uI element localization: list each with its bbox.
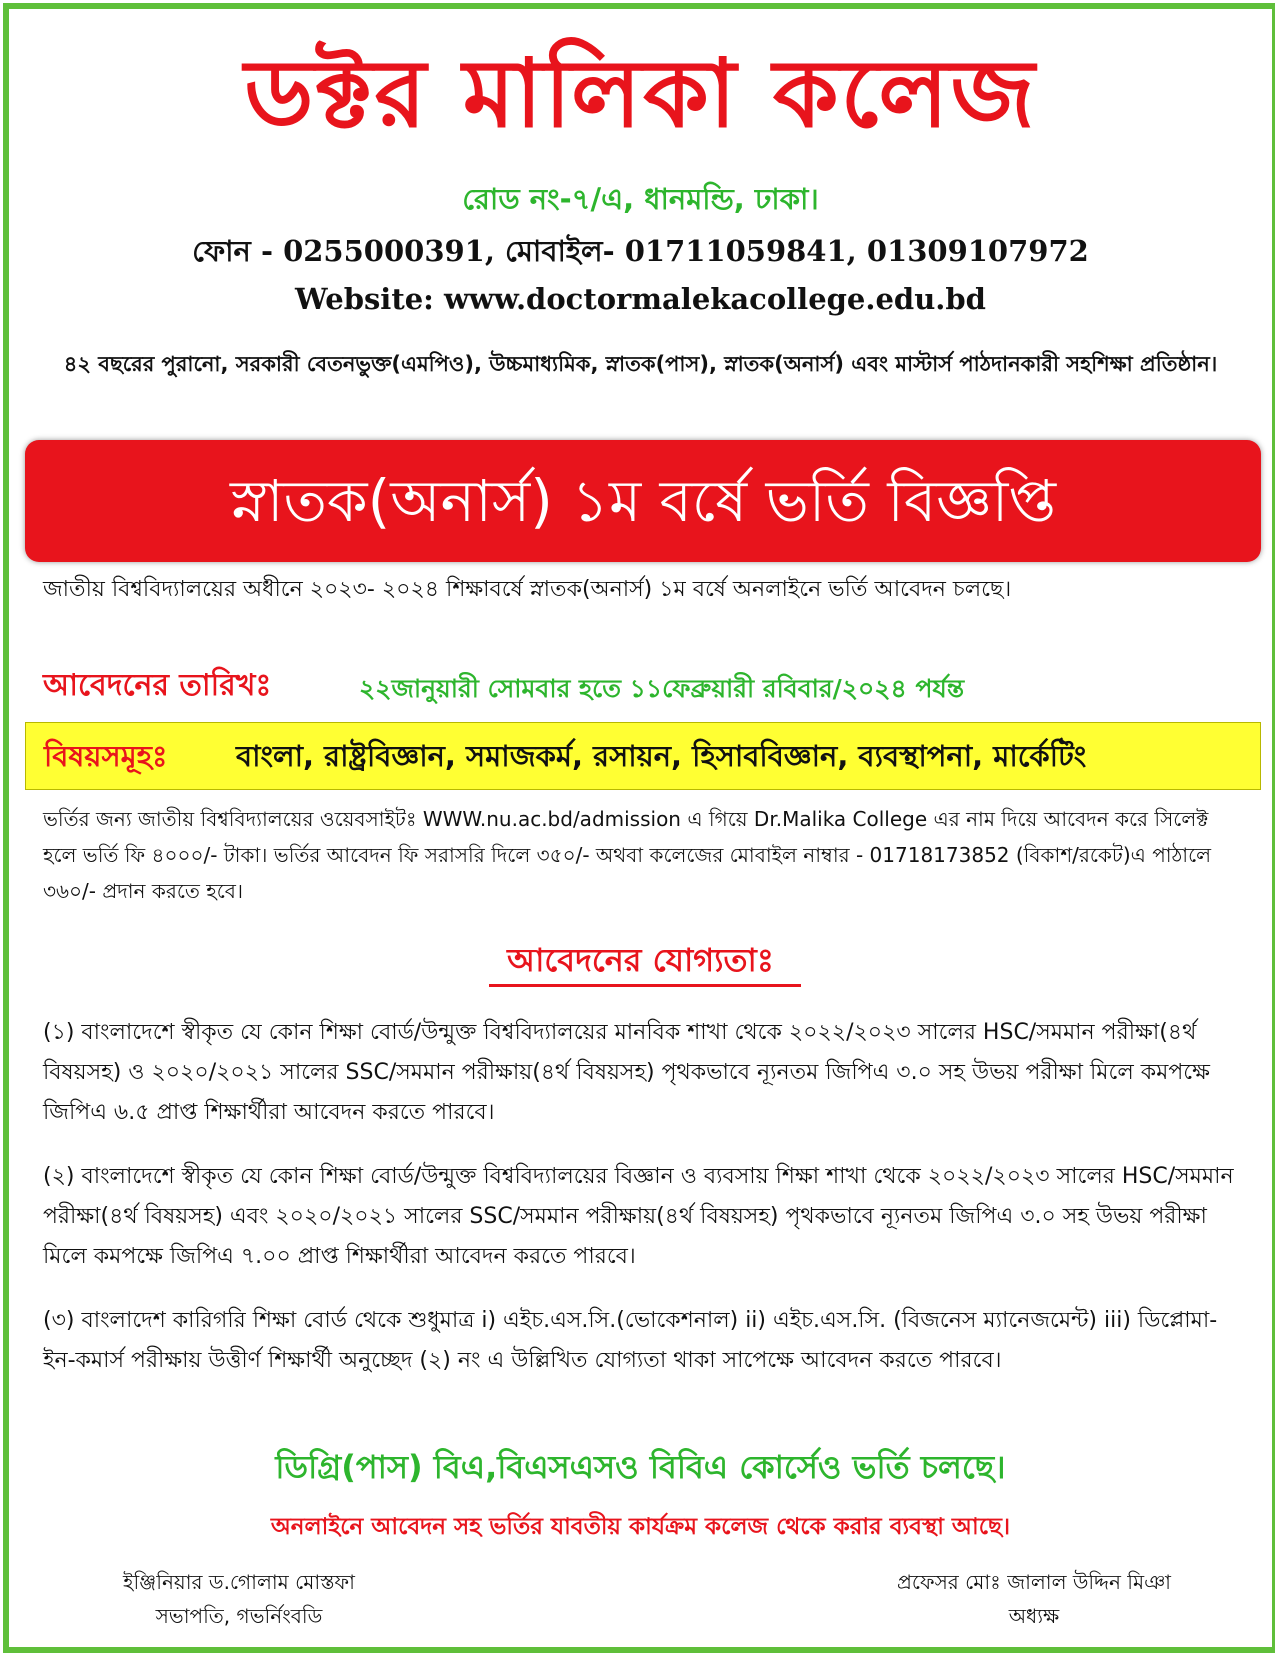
application-date-label: আবেদনের তারিখঃ	[43, 668, 272, 703]
college-website: Website: www.doctormalekacollege.edu.bd	[295, 282, 986, 316]
eligibility-heading: আবেদনের যোগ্যতাঃ	[507, 941, 774, 979]
eligibility-clause-3: (৩) বাংলাদেশ কারিগরি শিক্ষা বোর্ড থেকে শুধুমাত্র i) এইচ.এস.সি.(ভোকেশনাল) ii) এইচ.এস.সি. (বিজনেস ম্যানেজমেন্ট) iii) ডিপ্লোমা-ইন-কমার্স পরীক্ষায় উত্তীর্ণ শিক্ষার্থী অনুচ্ছেদ (২) নং এ উল্লিখিত যোগ্যতা থাকা সাপেক্ষে আবেদন করতে পারবে।	[43, 1308, 1218, 1373]
subjects-box	[25, 722, 1261, 790]
contact-phone: ফোন - 0255000391, মোবাইল- 01711059841, 01309107972	[192, 234, 1089, 268]
chairman-name: ইঞ্জিনিয়ার ড.গোলাম মোস্তফা	[123, 1570, 355, 1594]
admission-banner	[25, 440, 1261, 562]
subjects-label: বিষয়সমূহঃ	[44, 739, 168, 773]
principal-title: অধ্যক্ষ	[1008, 1604, 1060, 1628]
eligibility-clause-1: (১) বাংলাদেশে স্বীকৃত যে কোন শিক্ষা বোর্ড/উন্মুক্ত বিশ্ববিদ্যালয়ের মানবিক শাখা থেকে ২০২২/২০২৩ সালের HSC/সমমান পরীক্ষা(৪র্থ বিষয়সহ) ও ২০২০/২০২১ সালের SSC/সমমান পরীক্ষায়(৪র্থ বিষয়সহ) পৃথকভাবে ন্যূনতম জিপিএ ৩.০ সহ উভয় পরীক্ষা মিলে কমপক্ষে জিপিএ ৬.৫ প্রাপ্ত শিক্ষার্থীরা আবেদন করতে পারবে।	[43, 1020, 1210, 1125]
college-intro: ৪২ বছরের পুরানো, সরকারী বেতনভুক্ত(এমপিও), উচ্চমাধ্যমিক, স্নাতক(পাস), স্নাতক(অনার্স) এবং মাস্টার্স পাঠদানকারী সহশিক্ষা প্রতিষ্ঠান।	[63, 352, 1218, 376]
degree-admission-note: ডিগ্রি(পাস) বিএ,বিএসএসও বিবিএ কোর্সেও ভর্তি চলছে।	[275, 1448, 1006, 1486]
application-date-value: ২২জানুয়ারী সোমবার হতে ১১ফেব্রুয়ারী রবিবার/২০২৪ পর্যন্ত	[359, 674, 965, 703]
subjects-list: বাংলা, রাষ্ট্রবিজ্ঞান, সমাজকর্ম, রসায়ন, হিসাববিজ্ঞান, ব্যবস্থাপনা, মার্কেটিং	[236, 739, 1087, 773]
online-application-note: অনলাইনে আবেদন সহ ভর্তির যাবতীয় কার্যক্রম কলেজ থেকে করার ব্যবস্থা আছে।	[270, 1514, 1011, 1540]
signature-principal	[869, 1565, 1199, 1633]
admission-lead-text: জাতীয় বিশ্ববিদ্যালয়ের অধীনে ২০২৩- ২০২৪ শিক্ষাবর্ষে স্নাতক(অনার্স) ১ম বর্ষে অনলাইনে ভর্তি আবেদন চলছে।	[43, 577, 1012, 602]
signature-chairman	[89, 1565, 389, 1633]
college-address: রোড নং-৭/এ, ধানমন্ডি, ঢাকা।	[462, 182, 819, 216]
heading-underline	[489, 984, 801, 987]
eligibility-clause-2: (২) বাংলাদেশে স্বীকৃত যে কোন শিক্ষা বোর্ড/উন্মুক্ত বিশ্ববিদ্যালয়ের বিজ্ঞান ও ব্যবসায় শিক্ষা শাখা থেকে ২০২২/২০২৩ সালের HSC/সমমান পরীক্ষা(৪র্থ বিষয়সহ) এবং ২০২০/২০২১ সালের SSC/সমমান পরীক্ষায়(৪র্থ বিষয়সহ) পৃথকভাবে ন্যূনতম জিপিএ ৩.০ সহ উভয় পরীক্ষা মিলে কমপক্ষে জিপিএ ৭.০০ প্রাপ্ত শিক্ষার্থীরা আবেদন করতে পারবে।	[43, 1164, 1234, 1269]
application-instructions: ভর্তির জন্য জাতীয় বিশ্ববিদ্যালয়ের ওয়েবসাইটঃ WWW.nu.ac.bd/admission এ গিয়ে Dr.Malika College এর নাম দিয়ে আবেদন করে সিলেক্ট হলে ভর্তি ফি ৪০০০/- টাকা। ভর্তির আবেদন ফি সরাসরি দিলে ৩৫০/- অথবা কলেজের মোবাইল নাম্বার - 01718173852 (বিকাশ/রকেট)এ পাঠালে ৩৬০/- প্রদান করতে হবে।	[43, 807, 1212, 903]
page-border	[3, 3, 1275, 1653]
banner-title: স্নাতক(অনার্স) ১ম বর্ষে ভর্তি বিজ্ঞপ্তি	[229, 467, 1056, 535]
chairman-title: সভাপতি, গভর্নিংবডি	[155, 1604, 323, 1628]
college-name: ডক্টর মালিকা কলেজ	[244, 40, 1037, 149]
principal-name: প্রফেসর মোঃ জালাল উদ্দিন মিঞা	[897, 1570, 1171, 1594]
notice-document	[9, 9, 1272, 1647]
